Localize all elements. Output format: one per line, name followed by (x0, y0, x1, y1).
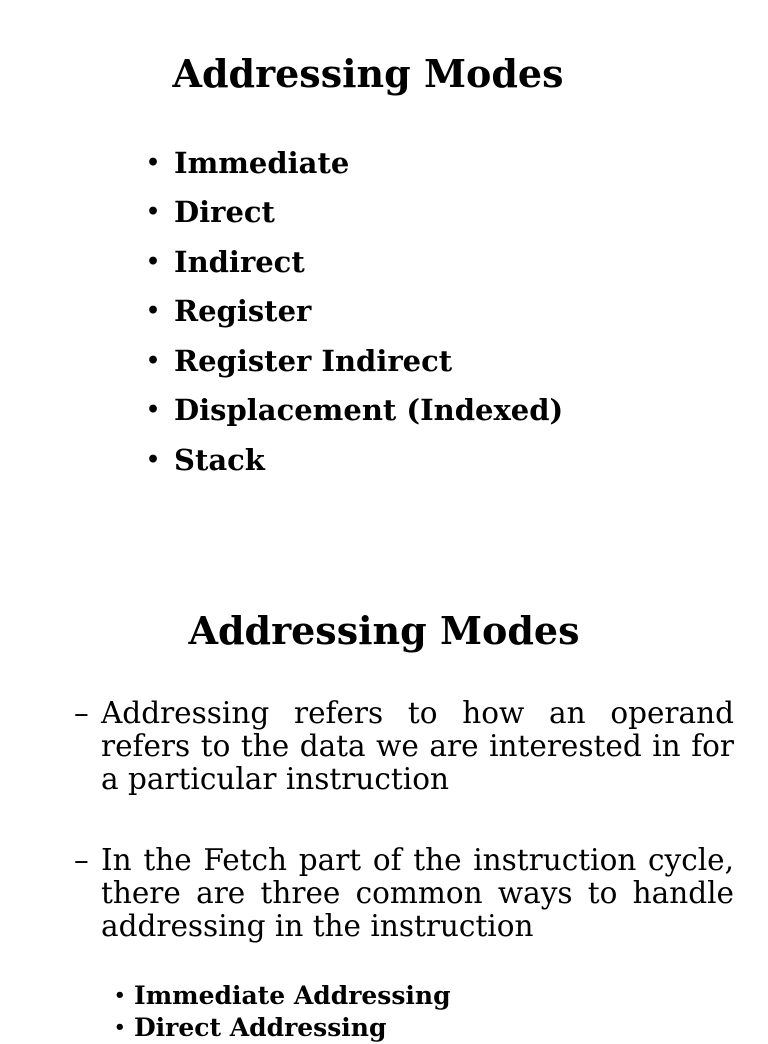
paragraph-fetch-cycle (74, 844, 734, 943)
list-item (146, 435, 563, 485)
list-item-label: Register Indirect (174, 343, 453, 378)
list-item-label: Indirect (174, 244, 305, 279)
bullet-icon: • (114, 1017, 126, 1038)
list-item (146, 188, 563, 238)
list-item-label: Immediate (174, 145, 350, 180)
bullet-icon: • (114, 985, 126, 1006)
slide-addressing-modes-description (0, 560, 768, 1042)
list-item-label: Direct (174, 195, 275, 230)
list-item (146, 237, 563, 287)
list-item-label: Stack (174, 442, 265, 477)
list-item-label: Register (174, 294, 312, 329)
modes-list (146, 138, 563, 485)
slide-title: Addressing Modes (172, 51, 564, 96)
list-item (146, 336, 563, 386)
bullet-icon: • (146, 149, 161, 176)
paragraph-text: In the Fetch part of the instruction cycle, there are three common ways to handle addressing in the instruction (101, 843, 734, 943)
bullet-icon: • (146, 248, 161, 275)
dash-marker: – (74, 843, 89, 877)
list-item-label: Immediate Addressing (134, 981, 451, 1010)
bullet-icon: • (146, 397, 161, 424)
list-item-label: Direct Addressing (134, 1013, 387, 1042)
slide-title: Addressing Modes (188, 608, 580, 653)
list-item-label: Displacement (Indexed) (174, 393, 564, 428)
list-item (114, 1012, 451, 1044)
bullet-icon: • (146, 347, 161, 374)
paragraph-addressing-definition (74, 697, 734, 796)
paragraph-text: Addressing refers to how an operand refers to the data we are interested in for a particular instruction (101, 696, 734, 796)
list-item (146, 138, 563, 188)
bullet-icon: • (146, 199, 161, 226)
dash-marker: – (74, 696, 89, 730)
bullet-icon: • (146, 446, 161, 473)
list-item (146, 287, 563, 337)
addressing-types-list (114, 980, 451, 1044)
list-item (114, 980, 451, 1012)
bullet-icon: • (146, 298, 161, 325)
list-item (146, 386, 563, 436)
slide-addressing-modes-list (0, 0, 768, 520)
